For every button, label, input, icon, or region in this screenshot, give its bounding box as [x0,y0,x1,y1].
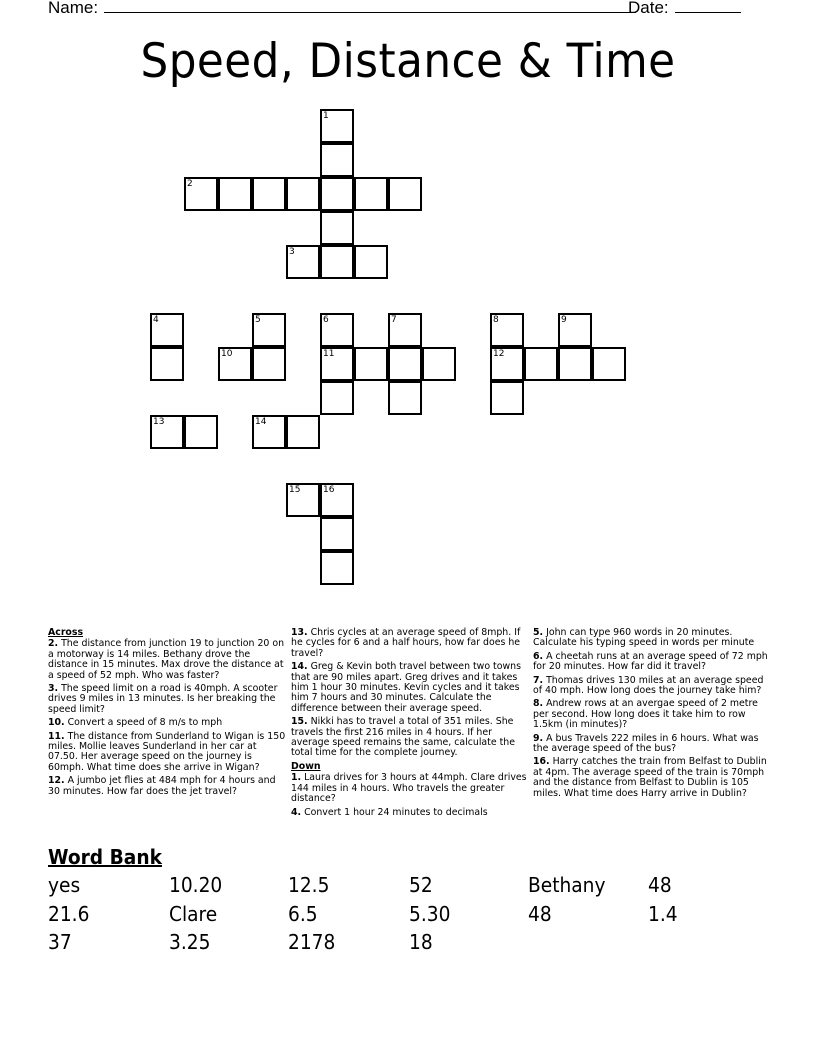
grid-cell[interactable] [354,177,388,211]
grid-cell[interactable] [320,517,354,551]
grid-cell[interactable] [388,381,422,415]
grid-cell[interactable] [320,483,354,517]
grid-cell[interactable] [218,177,252,211]
clue-down-7: 7. Thomas drives 130 miles at an average speed of 40 mph. How long does the journey take him? [533,674,764,697]
cell-number: 16 [323,485,335,495]
cell-number: 7 [391,315,397,325]
word-bank-item: 12.5 [288,873,330,897]
grid-cell[interactable] [558,347,592,381]
word-bank-item: 3.25 [169,930,211,954]
clue-across-10: 10. Convert a speed of 8 m/s to mph [48,717,223,729]
grid-cell[interactable] [320,381,354,415]
word-bank-item: 37 [48,930,72,954]
word-bank-row [48,930,788,959]
word-bank-row [48,873,788,902]
cell-number: 6 [323,315,329,325]
clue-across-14: 14. Greg & Kevin both travel between two towns that are 90 miles apart. Greg drives and it takes him 1 hour 30 minutes. Kevin cycles and it takes him 7 hours and 30 minutes. Calculate the difference between their average speed. [291,661,521,714]
clue-across-3: 3. The speed limit on a road is 40mph. A scooter drives 9 miles in 13 minutes. Is her breaking the speed limit? [48,683,278,715]
word-bank-item: 52 [409,873,433,897]
grid-cell[interactable] [524,347,558,381]
cell-number: 13 [153,417,165,427]
clue-down-1: 1. Laura drives for 3 hours at 44mph. Clare drives 144 miles in 4 hours. Who travels the greater distance? [291,772,527,805]
clue-down-16: 16. Harry catches the train from Belfast to Dublin at 4pm. The average speed of the train is 70mph and the distance from Belfast to Dublin is 105 miles. What time does Harry arrive in Dublin? [533,756,767,799]
cell-number: 11 [323,349,335,359]
cell-number: 5 [255,315,261,325]
grid-cell[interactable] [354,245,388,279]
grid-cell[interactable] [252,177,286,211]
grid-cell[interactable] [252,347,286,381]
grid-cell[interactable] [150,313,184,347]
word-bank-item: 6.5 [288,901,318,926]
word-bank-item: 5.30 [409,901,451,926]
grid-cell[interactable] [286,483,320,517]
word-bank-item: 48 [528,901,552,926]
word-bank-item: yes [48,873,81,897]
clue-across-12: 12. A jumbo jet flies at 484 mph for 4 hours and 30 minutes. How far does the jet travel? [48,775,276,797]
clue-across-13: 13. Chris cycles at an average speed of 8mph. If he cycles for 6 and a half hours, how far does he travel? [291,627,521,659]
grid-cell[interactable] [286,245,320,279]
grid-cell[interactable] [320,313,354,347]
word-bank-item: Bethany [528,873,606,897]
cell-number: 3 [289,247,295,257]
clue-across-2: 2. The distance from junction 19 to junction 20 on a motorway is 14 miles. Bethany drove the distance in 15 minutes. Max drove the distance at a speed of 52 mph. Who was faster? [48,638,285,681]
down-heading: Down [291,760,321,772]
clues-column-3 [533,628,773,802]
page-title: Speed, Distance & Time [140,34,676,89]
cell-number: 4 [153,315,159,325]
grid-cell[interactable] [150,347,184,381]
grid-cell[interactable] [184,177,218,211]
grid-cell[interactable] [320,551,354,585]
grid-cell[interactable] [490,313,524,347]
grid-cell[interactable] [218,347,252,381]
word-bank-item: 10.20 [169,873,223,897]
clue-down-8: 8. Andrew rows at an avergae speed of 2 metre per second. How long does it take him to row 1.5km (in minutes)? [533,698,758,731]
clue-across-15: 15. Nikki has to travel a total of 351 miles. She travels the first 216 miles in 4 hours. If her average speed remains the same, calculate the total time for the complete journey. [291,716,515,759]
grid-cell[interactable] [320,143,354,177]
grid-cell[interactable] [388,313,422,347]
grid-cell[interactable] [320,211,354,245]
clue-down-9: 9. A bus Travels 222 miles in 6 hours. What was the average speed of the bus? [533,732,759,755]
grid-cell[interactable] [558,313,592,347]
word-bank-item: 2178 [288,930,336,954]
cell-number: 12 [493,349,505,359]
clue-across-11: 11. The distance from Sunderland to Wigan is 150 miles. Mollie leaves Sunderland in her car at 07.50. Her average speed on the journey is 60mph. What time does she arrive in Wigan? [48,730,286,773]
grid-cell[interactable] [286,177,320,211]
date-label: Date: [628,0,669,17]
grid-cell[interactable] [490,347,524,381]
word-bank-item: 48 [648,873,672,897]
grid-cell[interactable] [422,347,456,381]
cell-number: 9 [561,315,567,325]
grid-cell[interactable] [252,415,286,449]
word-bank-item: Clare [169,901,218,926]
clue-down-6: 6. A cheetah runs at an average speed of 72 mph for 20 minutes. How far did it travel? [533,650,768,673]
word-bank-item: 18 [409,930,433,954]
clues-column-1 [48,628,288,800]
grid-cell[interactable] [388,177,422,211]
grid-cell[interactable] [320,109,354,143]
cell-number: 1 [323,111,329,121]
word-bank [48,873,788,959]
cell-number: 8 [493,315,499,325]
name-label: Name: [48,0,99,17]
word-bank-row [48,902,788,931]
grid-cell[interactable] [354,347,388,381]
grid-cell[interactable] [320,177,354,211]
across-heading: Across [48,627,84,638]
grid-cell[interactable] [490,381,524,415]
word-bank-item: 21.6 [48,901,90,926]
cell-number: 10 [221,349,233,359]
cell-number: 2 [187,179,193,189]
grid-cell[interactable] [320,347,354,381]
clue-down-5: 5. John can type 960 words in 20 minutes. Calculate his typing speed in words per minute [533,627,755,649]
word-bank-item: 1.4 [648,901,678,926]
clue-down-4: 4. Convert 1 hour 24 minutes to decimals [291,806,488,818]
grid-cell[interactable] [150,415,184,449]
grid-cell[interactable] [286,415,320,449]
grid-cell[interactable] [388,347,422,381]
cell-number: 14 [255,417,267,427]
grid-cell[interactable] [184,415,218,449]
grid-cell[interactable] [592,347,626,381]
grid-cell[interactable] [320,245,354,279]
cell-number: 15 [289,485,301,495]
grid-cell[interactable] [252,313,286,347]
word-bank-title: Word Bank [48,845,162,869]
clues-column-2 [291,628,531,821]
